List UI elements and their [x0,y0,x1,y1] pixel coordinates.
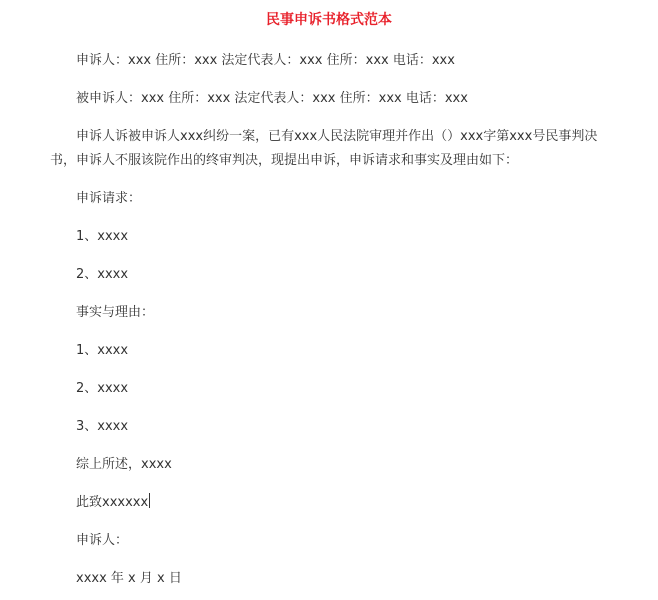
facts-reasons-item-1: 1、xxxx [76,343,129,358]
appeal-request-heading: 申诉请求： [76,191,142,206]
appellant-info: 申诉人：xxx 住所：xxx 法定代表人：xxx 住所：xxx 电话：xxx [76,53,455,68]
salutation-line[interactable] [50,491,620,515]
facts-reasons-heading: 事实与理由： [76,305,155,320]
text-cursor [149,493,150,508]
document-title: 民事申诉书格式范本 [266,12,392,28]
date-line: xxxx 年 x 月 x 日 [76,571,182,586]
appeal-request-item-2: 2、xxxx [76,267,129,282]
appeal-request-item-1: 1、xxxx [76,229,129,244]
facts-reasons-item-3: 3、xxxx [76,419,129,434]
signature-label: 申诉人： [76,533,129,548]
facts-reasons-item-2: 2、xxxx [76,381,129,396]
salutation-text: 此致xxxxxx [76,495,149,510]
case-description: 申诉人诉被申诉人xxx纠纷一案，已有xxx人民法院审理并作出（）xxx字第xxx号民事判决书，申诉人不服该院作出的终审判决，现提出申诉，申诉请求和事实及理由如下： [50,129,598,168]
summary-line: 综上所述，xxxx [76,457,172,472]
respondent-info: 被申诉人：xxx 住所：xxx 法定代表人：xxx 住所：xxx 电话：xxx [76,91,468,106]
